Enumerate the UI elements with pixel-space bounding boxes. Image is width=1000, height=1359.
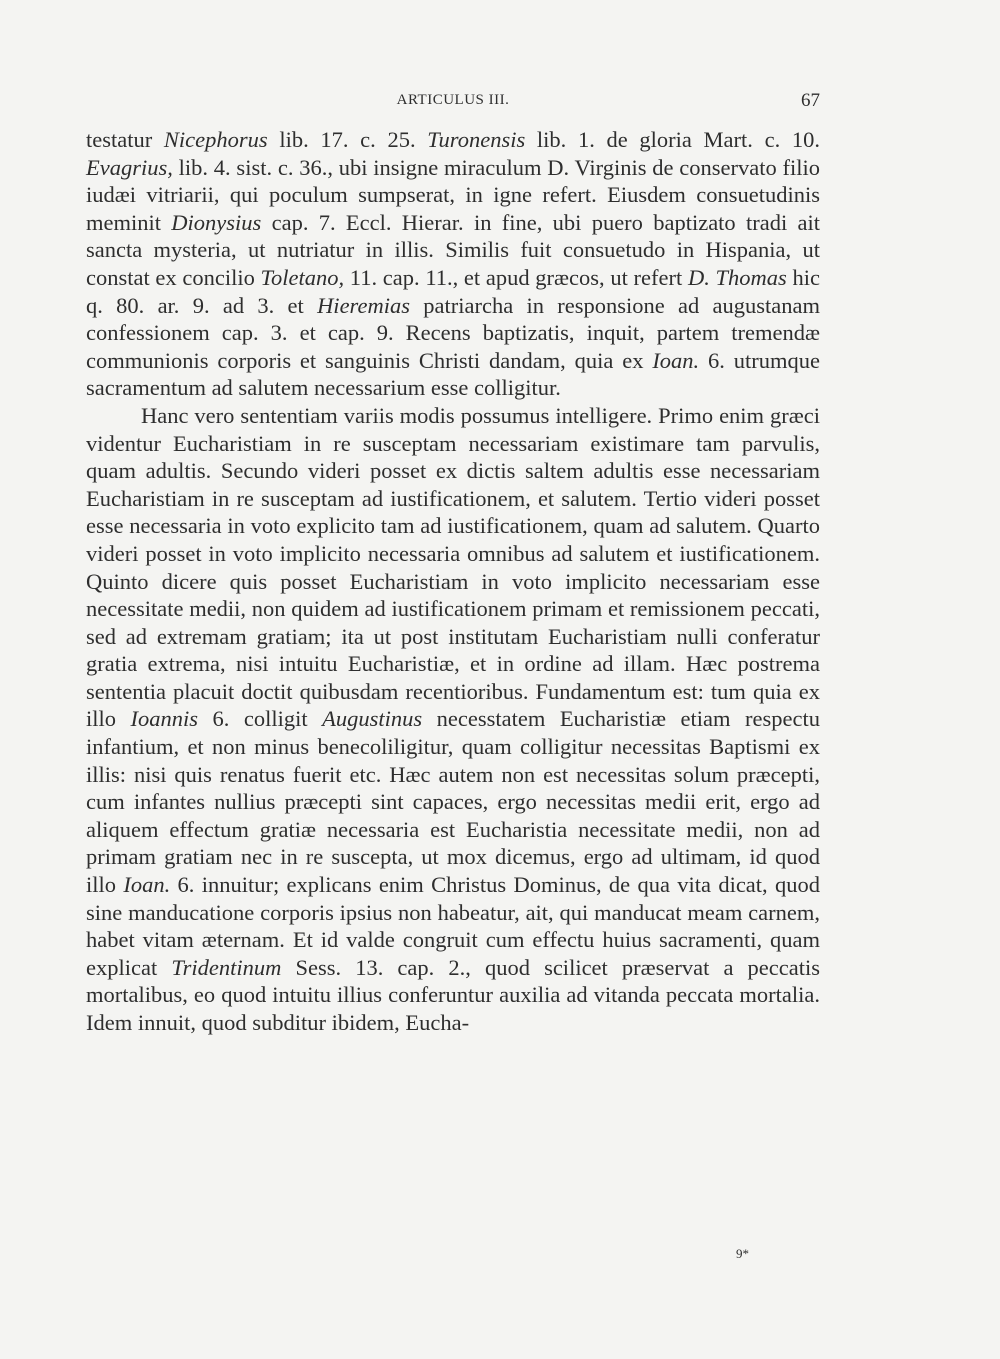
text-run: testatur [86, 127, 164, 152]
italic-reference: Hieremias [317, 292, 410, 318]
italic-reference: Evagrius, [86, 154, 173, 180]
paragraph [86, 126, 820, 402]
text-run: patriarcha in responsione ad augustanam confessionem cap. 3. et cap. 9. Recens baptizatis, inquit, partem tremendæ communionis corporis et sanguinis Christi dandam, quia ex [86, 292, 820, 373]
running-header [86, 90, 820, 114]
text-run: 6. colligit [198, 706, 323, 732]
text-run: hic q. 80. ar. 9. ad 3. et [86, 264, 820, 318]
italic-reference: Ioan. [652, 347, 700, 373]
running-title: ARTICULUS III. [396, 92, 510, 108]
italic-reference: Tridentinum [171, 954, 282, 980]
text-run: 6. utrumque sacramentum ad salutem necessarium esse colligitur. [86, 347, 820, 401]
body-text [86, 126, 820, 1037]
italic-reference: Turonensis [427, 127, 526, 152]
italic-reference: Ioan. [123, 872, 171, 898]
paragraph [86, 402, 820, 1037]
text-run: Sess. 13. cap. 2., quod scilicet præservat a peccatis mortalibus, eo quod intuitu illius conferuntur auxilia ad vitanda peccata mortalia. Idem innuit, quod subditur ibidem, Eucha- [86, 954, 821, 1035]
text-run: lib. 1. de gloria Mart. c. 10. [525, 127, 820, 152]
signature-mark: 9* [736, 1246, 749, 1261]
italic-reference: Toletano, [260, 264, 345, 290]
italic-reference: Augustinus [322, 706, 423, 732]
text-run: necesstatem Eucharistiæ etiam respectu infantium, et non minus benecoliligitur, quam colligitur necessitas Baptismi ex illis: nisi quis renatus fuerit etc. Hæc autem non est necessitas solum præcepti, cum infantes nullius præcepti sint capaces, ergo necessitas medii erit, ergo ad aliquem effectum gratiæ necessaria est Eucharistia necessitate medii, non ad primam gratiam nec in re suscepta, ut mox dicemus, ergo ad ultimam, id quod illo [86, 706, 820, 898]
text-run: lib. 17. c. 25. [267, 127, 428, 152]
page-number: 67 [801, 90, 820, 111]
italic-reference: D. Thomas [687, 264, 787, 290]
italic-reference: Dionysius [171, 209, 262, 235]
text-run: cap. 7. Eccl. Hierar. in fine, ubi puero baptizato tradi ait sancta mysteria, ut nutriatur in illis. Similis fuit consuetudo in Hispania, ut constat ex concilio [86, 209, 820, 290]
text-run: Hanc vero sententiam variis modis possumus intelligere. Primo enim græci videntur Eucharistiam in re susceptam necessariam existimare tam parvulis, quam adultis. Secundo videri posset ex dictis saltem adultis esse necessariam Eucharistiam in re susceptam ad iustificationem, et salutem. Tertio videri posset esse necessaria in voto explicito tam ad iustificationem, quam ad salutem. Quarto videri posset in voto implicito necessaria omnibus ad salutem et iustificationem. Quinto dicere quis posset Eucharistiam in voto implicito necessariam esse necessitate medii, non quidem ad iustificationem primam et remissionem peccati, sed ad extremam gratiam; ita ut post institutam Eucharistiam nulli conferatur gratia extrema, nisi intuitu Eucharistiæ, et in ordine ad illam. Hæc postrema sententia placuit doctit quibusdam recentioribus. Fundamentum est: tum quia ex illo [86, 402, 820, 732]
text-run: 11. cap. 11., et apud græcos, ut refert [344, 264, 688, 290]
text-run: 6. innuitur; explicans enim Christus Dominus, de qua vita dicat, quod sine manducatione corporis ipsius non habeatur, ait, qui manducat meam carnem, habet vitam æternam. Et id valde congruit cum effectu huius sacramenti, quam explicat [86, 872, 820, 980]
italic-reference: Nicephorus [163, 127, 268, 152]
italic-reference: Ioannis [130, 706, 198, 732]
text-run: lib. 4. sist. c. 36., ubi insigne miraculum D. Virginis de conservato filio iudæi vitriarii, qui poculum sumpserat, in igne refert. Eiusdem consuetudinis meminit [86, 154, 820, 235]
